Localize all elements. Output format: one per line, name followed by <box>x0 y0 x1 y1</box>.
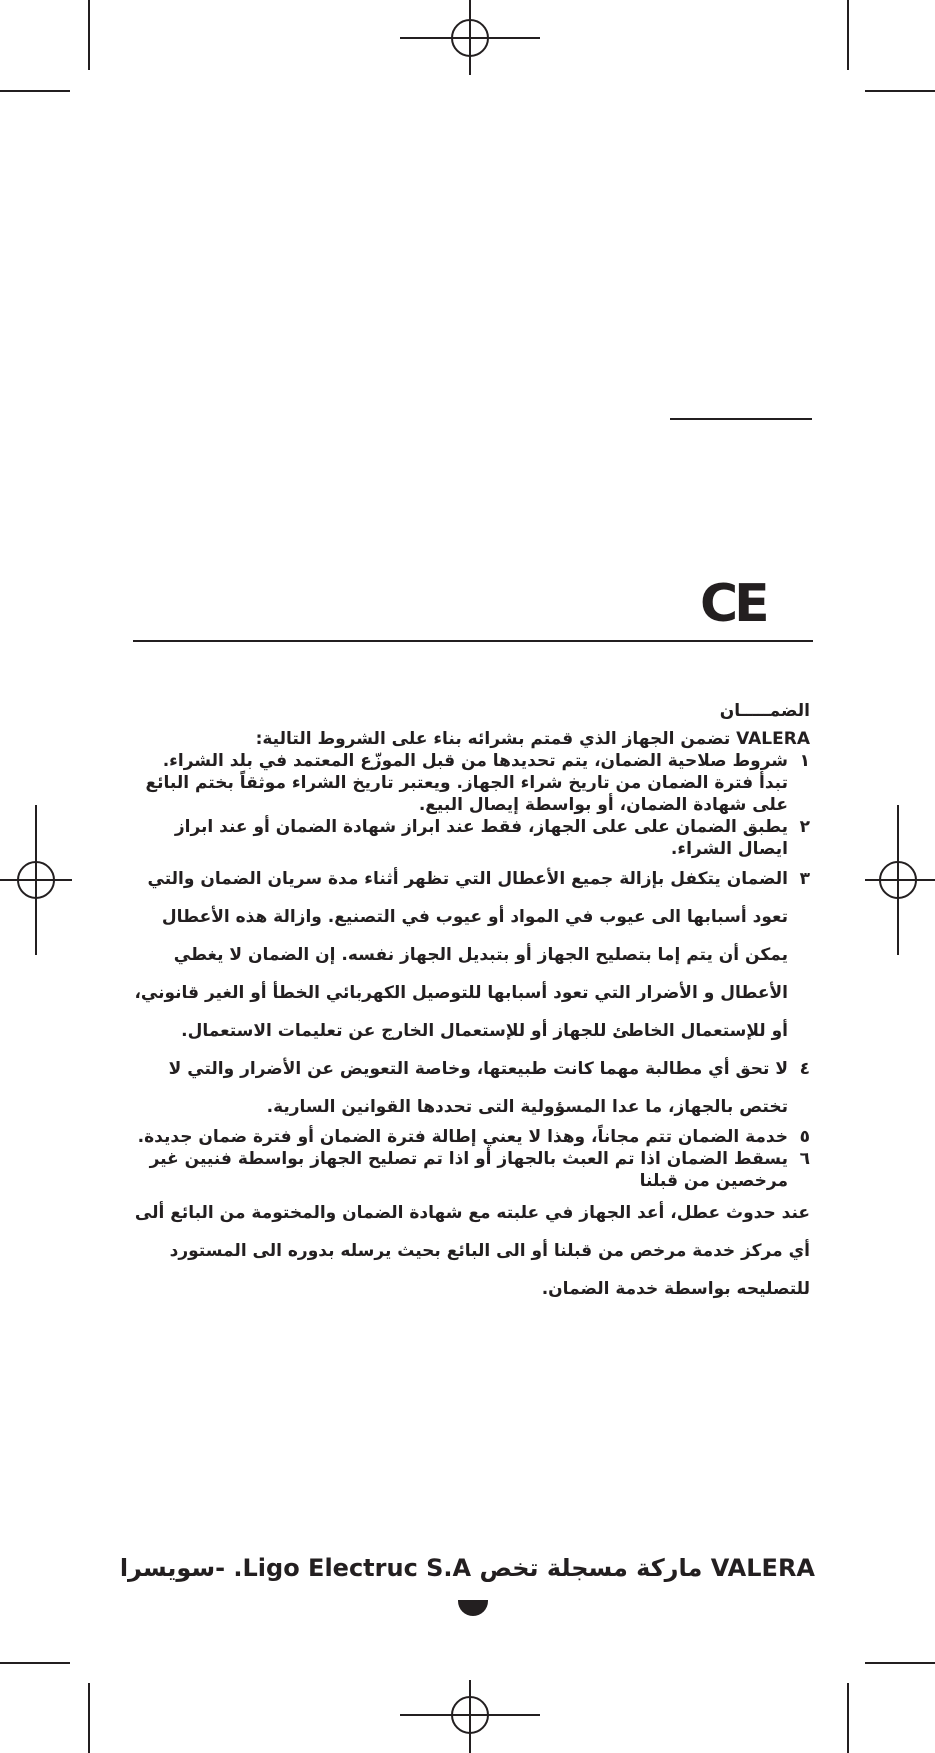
item-text: يطبق الضمان على على الجهاز، فقط عند ابراز شهادة الضمان أو عند ابراز ايصال الشراء. <box>174 817 788 859</box>
crop-mark-bottom-left-h <box>0 1662 70 1664</box>
ce-mark: CE <box>700 574 766 634</box>
warranty-closing: عند حدوث عطل، أعد الجهاز في علبته مع شهادة الضمان والمختومة من البائع ألى أي مركز خدمة مرخص من قبلنا أو الى البائع بحيث يرسله بدوره الى المستورد للتصليحه بواسطة خدمة الضمان. <box>134 1203 810 1299</box>
item-text: شروط صلاحية الضمان، يتم تحديدها من قبل الموزّع المعتمد في بلد الشراء. تبدأ فترة الضمان من تاريخ شراء الجهاز. ويعتبر تاريخ الشراء موثقاً بختم البائع على شهادة الضمان، أو بواسطة إيصال البيع. <box>145 751 788 815</box>
crop-mark-bottom-right-h <box>865 1662 935 1664</box>
crop-mark-bottom-left <box>88 1683 90 1753</box>
section-rule <box>133 640 813 642</box>
warranty-item-5 <box>130 1126 810 1148</box>
item-text: لا تحق أي مطالبة مهما كانت طبيعتها، وخاصة التعويض عن الأضرار والتي لا تختص بالجهاز، ما عدا المسؤولية التى تحددها القوانين السارية. <box>168 1059 788 1117</box>
item-text: خدمة الضمان تتم مجاناً، وهذا لا يعني إطالة فترة الضمان أو فترة ضمان جديدة. <box>137 1127 788 1147</box>
item-text: يسقط الضمان اذا تم العبث بالجهاز أو اذا تم تصليح الجهاز بواسطة فنيين غير مرخصين من قبلنا <box>149 1149 788 1191</box>
warranty-item-6 <box>130 1148 810 1192</box>
item-number: ٤ <box>799 1059 810 1079</box>
item-number: ١ <box>799 751 810 771</box>
warranty-title: الضمـــــان <box>719 701 810 721</box>
registration-mark-left <box>0 800 75 960</box>
registration-mark-bottom <box>395 1675 545 1753</box>
warranty-intro: VALERA تضمن الجهاز الذي قمتم بشرائه بناء على الشروط التالية: <box>255 729 810 749</box>
item-number: ٦ <box>799 1149 810 1169</box>
warranty-item-4 <box>130 1050 810 1126</box>
warranty-section <box>130 700 810 1308</box>
item-text: الضمان يتكفل بإزالة جميع الأعطال التي تظهر أثناء مدة سريان الضمان والتي تعود أسبابها الى عيوب في المواد أو عيوب في التصنيع. وازالة هذه الأعطال يمكن أن يتم إما بتصليح الجهاز أو بتبديل الجهاز نفسه. إن الضمان لا يغطي الأعطال و الأضرار التي تعود أسبابها للتوصيل الكهربائي الخطأ أو الغير قانوني، أو للإستعمال الخاطئ للجهاز أو للإستعمال الخارج عن تعليمات الاستعمال. <box>134 869 788 1041</box>
short-rule <box>670 418 812 420</box>
crop-mark-top-right-h <box>865 90 935 92</box>
page-tab-mark <box>458 1600 488 1616</box>
item-number: ٢ <box>799 817 810 837</box>
warranty-item-1 <box>130 750 810 816</box>
warranty-item-2 <box>130 816 810 860</box>
registration-mark-right <box>862 800 935 960</box>
registration-mark-top <box>395 0 545 80</box>
warranty-item-3 <box>130 860 810 1050</box>
crop-mark-bottom-right <box>847 1683 849 1753</box>
crop-mark-top-left <box>88 0 90 70</box>
item-number: ٣ <box>799 869 810 889</box>
crop-mark-top-right <box>847 0 849 70</box>
brand-footer: VALERA ماركة مسجلة تخص Ligo Electruc S.A. -سويسرا <box>119 1554 815 1582</box>
item-number: ٥ <box>799 1127 810 1147</box>
crop-mark-top-left-h <box>0 90 70 92</box>
